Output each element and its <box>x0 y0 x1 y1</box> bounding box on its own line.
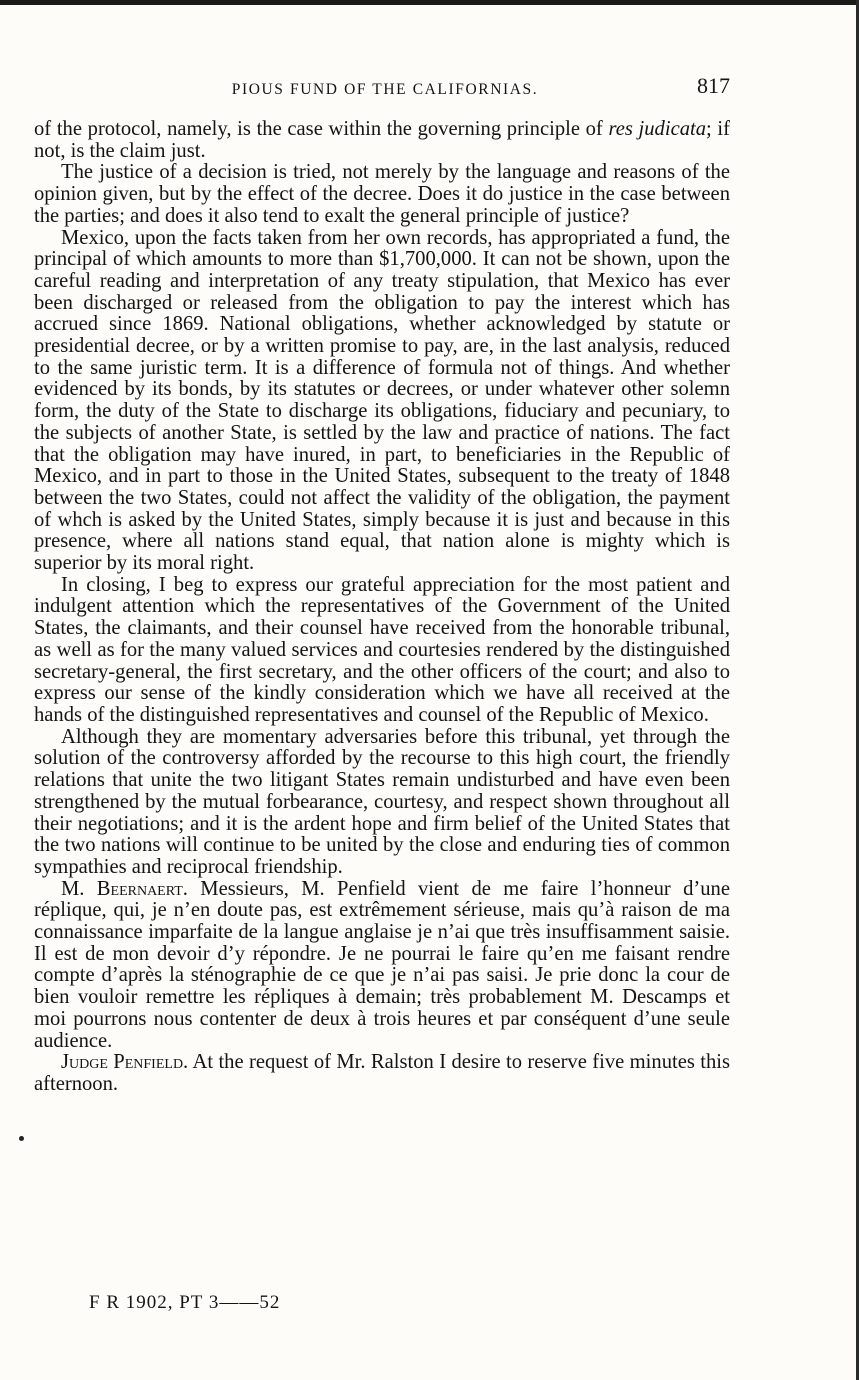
margin-mark <box>19 1136 24 1141</box>
paragraph-7-text: At the request of Mr. Ralston I desire to reserve five minutes this afternoon. <box>34 1051 730 1095</box>
running-title: PIOUS FUND OF THE CALIFORNIAS. <box>231 81 539 98</box>
paragraph-3: Mexico, upon the facts taken from her own records, has appropriated a fund, the principal of which amounts to more than $1,700,000. It can not be shown, upon the careful reading and interpretation of any treaty stipulation, that Mexico has ever been discharged or released from the obligation to pay the interest which has accrued since 1869. National obligations, whether acknowledged by statute or presidential decree, or by a written promise to pay, are, in the last analysis, reduced to the same juristic term. It is a difference of formula not of things. And whether evidenced by its bonds, by its statutes or decrees, or under whatever other solemn form, the duty of the State to discharge its obligations, fiduciary and pecuniary, to the subjects of another State, is settled by the law and practice of nations. The fact that the obligation may have inured, in part, to beneficiaries in the Republic of Mexico, and in part to those in the United States, subsequent to the treaty of 1848 between the two States, could not affect the validity of the obligation, the payment of whch is asked by the United States, simply because it is just and because in this presence, where all nations stand equal, that nation alone is mighty which is superior by its moral right. <box>34 226 730 575</box>
top-border-rule <box>0 0 859 5</box>
speaker-beernaert: M. Beernaert. <box>61 877 188 900</box>
paragraph-1 <box>34 119 730 162</box>
footer-signature-mark: F R 1902, PT 3——52 <box>89 1292 281 1313</box>
speaker-penfield: Judge Penfield. <box>61 1051 189 1074</box>
body-text <box>34 119 730 1096</box>
paragraph-1-italic-term: res judicata <box>608 118 707 140</box>
paragraph-2: The justice of a decision is tried, not merely by the language and reasons of the opinion given, but by the effect of the decree. Does it do justice in the case between the parties; and does it also tend to exalt the general principle of justice? <box>34 161 730 227</box>
page-number: 817 <box>697 73 730 98</box>
paragraph-1-end: ; if not, is the claim just. <box>34 118 730 162</box>
page-header <box>40 73 730 103</box>
paragraph-4: In closing, I beg to express our grateful appreciation for the most patient and indulgent attention which the representatives of the Government of the United States, the claimants, and their counsel have received from the honorable tribunal, as well as for the many valued services and courtesies rendered by the distinguished secretary-general, the first secretary, and the other officers of the court; and also to express our sense of the kindly consideration which we have all received at the hands of the distinguished representatives and counsel of the Republic of Mexico. <box>34 573 730 726</box>
paragraph-6 <box>34 879 730 1053</box>
paragraph-1-start: of the protocol, namely, is the case within the governing principle of <box>34 118 603 140</box>
paragraph-7 <box>34 1052 730 1095</box>
paragraph-5: Although they are momentary adversaries before this tribunal, yet through the solution of the controversy afforded by the recourse to this high court, the friendly relations that unite the two litigant States remain undisturbed and have even been strengthened by the mutual forbearance, courtesy, and respect shown throughout all their negotiations; and it is the ardent hope and firm belief of the United States that the two nations will continue to be united by the close and enduring ties of common sympathies and reciprocal friendship. <box>34 725 730 878</box>
paragraph-6-text: Messieurs, M. Penfield vient de me faire l’honneur d’une réplique, qui, je n’en doute pas, est extrêmement sérieuse, mais qu’à raison de ma connaissance imparfaite de la langue anglaise je n’ai que très insuffisamment saisie. Il est de mon devoir d’y répondre. Je ne pourrai le faire qu’en me faisant rendre compte d’après la sténographie de ce que je n’ai pas saisi. Je prie donc la cour de bien vouloir remettre les répliques à demain; très probablement M. Descamps et moi pourrons nous contenter de deux à trois heures et par conséquent d’une seule audience. <box>34 877 730 1052</box>
